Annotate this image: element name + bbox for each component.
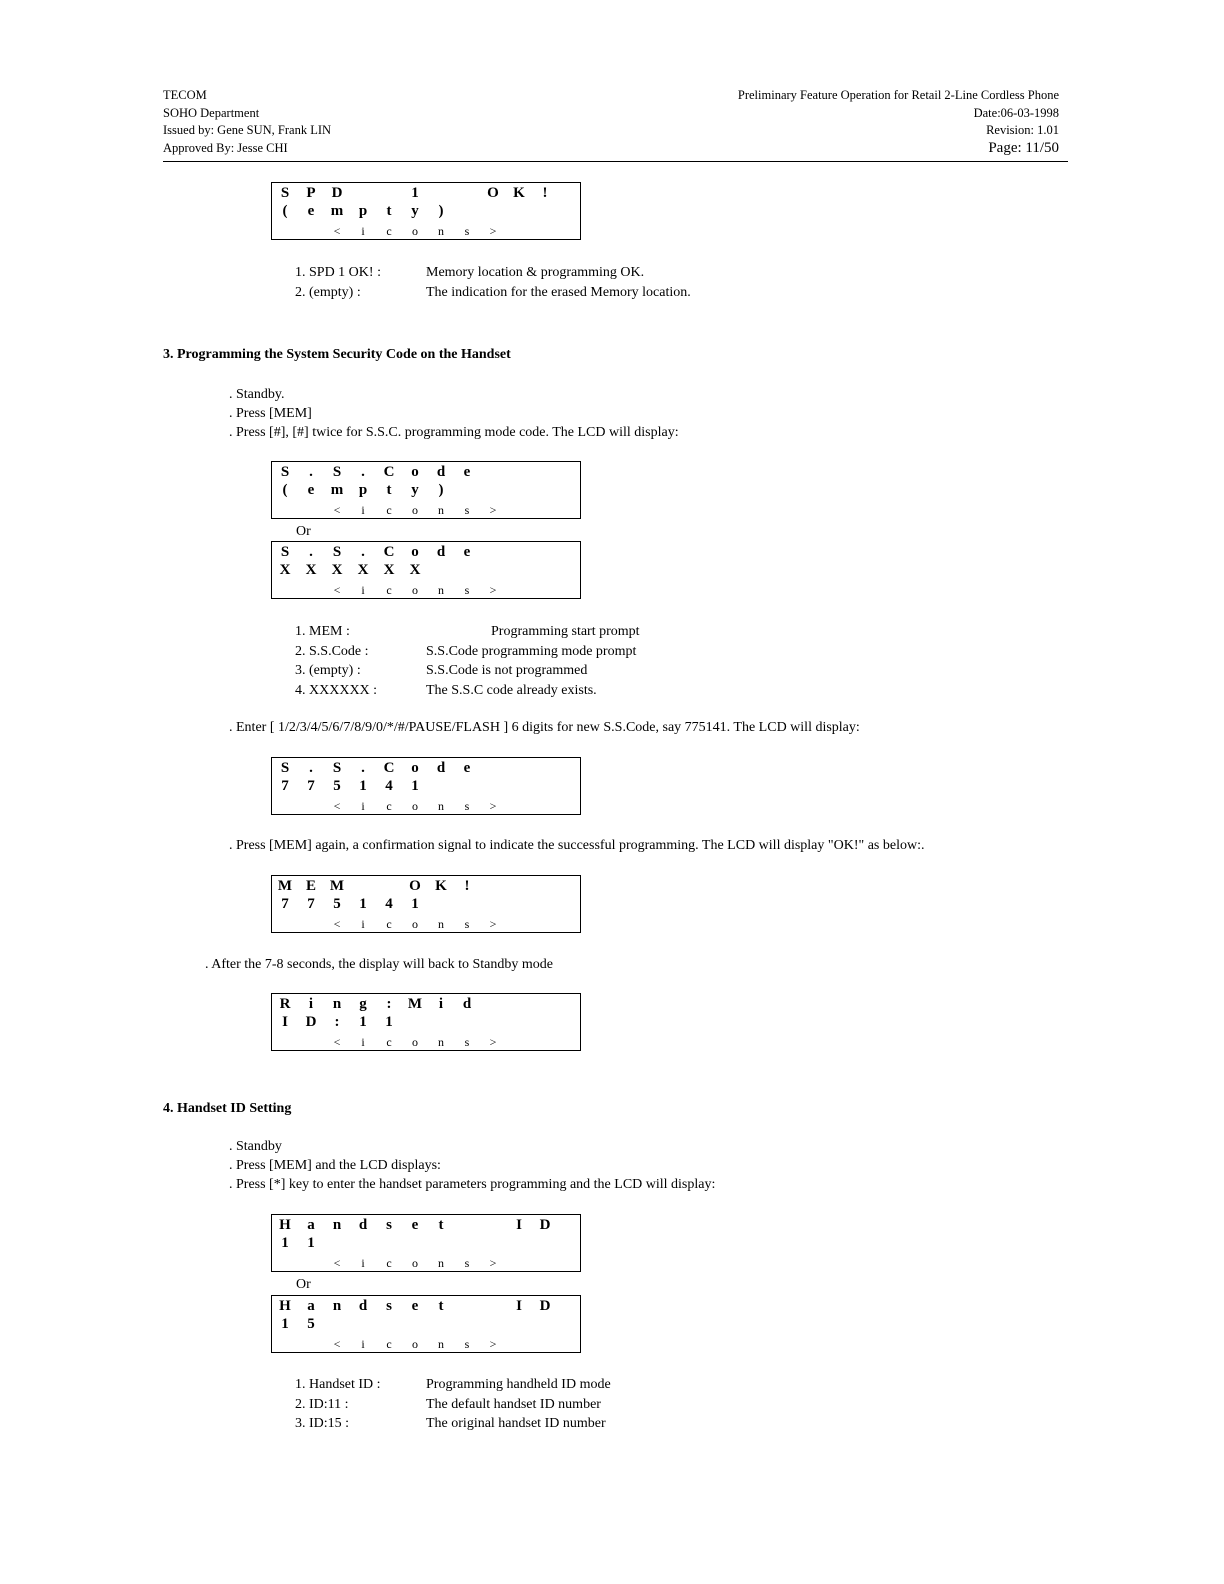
lcd-char: 5 (333, 778, 341, 794)
step-press-mem-2: . Press [MEM] and the LCD displays: (229, 1158, 441, 1173)
lcd-line-2 (272, 777, 428, 796)
lcd-char: c (386, 917, 392, 931)
lcd-line-1 (272, 877, 480, 896)
lcd-char: S (280, 760, 290, 776)
lcd-char: e (463, 760, 471, 776)
lcd-char: ! (542, 185, 548, 201)
document-title: Preliminary Feature Operation for Retail 2-Line Cordless Phone (737, 88, 1059, 102)
lcd-char: s (386, 1217, 392, 1233)
lcd-char: 7 (281, 896, 289, 912)
lcd-char: i (361, 1337, 365, 1351)
lcd-char: i (438, 996, 444, 1012)
lcd-char: 1 (359, 778, 367, 794)
lcd-char: i (361, 583, 365, 597)
lcd-char: s (464, 503, 470, 517)
lcd-char: s (464, 1337, 470, 1351)
lcd-char: a (307, 1298, 315, 1314)
lcd-char: 1 (385, 1014, 393, 1030)
lcd-char: e (463, 544, 471, 560)
lcd-char: s (464, 1256, 470, 1270)
lcd-char: < (333, 917, 341, 931)
lcd-char: < (333, 799, 341, 813)
lcd-line-2 (272, 1234, 324, 1253)
lcd-char: ( (282, 203, 288, 219)
lcd-char: d (358, 1217, 368, 1233)
lcd-char: t (438, 1298, 444, 1314)
page-number: Page: 11/50 (988, 139, 1059, 156)
lcd-char: i (361, 917, 365, 931)
lcd-char: d (436, 760, 446, 776)
lcd-char: t (386, 203, 392, 219)
lcd-char (454, 1216, 480, 1234)
lcd-char: O (409, 878, 421, 894)
lcd-char: X (409, 562, 421, 578)
lcd-char: n (438, 917, 444, 931)
header-divider (163, 161, 1068, 162)
lcd-display-mem-ok (271, 875, 581, 933)
lcd-char: c (386, 1035, 392, 1049)
lcd-line-2 (272, 1013, 402, 1032)
lcd-char: o (412, 1256, 418, 1270)
lcd-line-2 (272, 481, 454, 500)
lcd-char: m (330, 482, 344, 498)
lcd-char: o (412, 1337, 418, 1351)
lcd-char: o (412, 799, 418, 813)
lcd-char: p (358, 482, 368, 498)
lcd-char: 1 (359, 1014, 367, 1030)
lcd-char: ) (438, 203, 444, 219)
lcd-char: c (386, 583, 392, 597)
lcd-char: n (332, 1298, 342, 1314)
lcd-line-2 (272, 895, 428, 914)
lcd-char: o (412, 1035, 418, 1049)
lcd-char: 1 (281, 1316, 289, 1332)
lcd-char: g (359, 996, 367, 1012)
lcd-char: ) (438, 482, 444, 498)
document-date: Date:06-03-1998 (973, 105, 1059, 120)
lcd-char: o (411, 760, 419, 776)
step-press-mem: . Press [MEM] (229, 406, 312, 421)
lcd-char: M (329, 878, 345, 894)
lcd-char: y (411, 482, 419, 498)
lcd-char: d (436, 464, 446, 480)
lcd-char: i (361, 1256, 365, 1270)
lcd-char: H (279, 1217, 291, 1233)
lcd-line-3 (272, 1254, 506, 1273)
lcd-char: 5 (307, 1316, 315, 1332)
lcd-char: e (411, 1298, 419, 1314)
lcd-char: D (331, 185, 343, 201)
lcd-char: < (333, 503, 341, 517)
lcd-char: S (332, 544, 342, 560)
lcd-char: p (358, 203, 368, 219)
lcd-char: s (386, 1298, 392, 1314)
lcd-char: C (383, 544, 395, 560)
lcd-char: d (462, 996, 472, 1012)
lcd-char: i (361, 224, 365, 238)
lcd-char: 4 (385, 778, 393, 794)
section-4-heading: 4. Handset ID Setting (163, 1101, 292, 1116)
lcd-char: < (333, 224, 341, 238)
lcd-char: o (412, 503, 418, 517)
lcd-char: . (361, 760, 365, 776)
header-left (163, 87, 331, 157)
lcd-char: c (386, 799, 392, 813)
lcd-char (480, 1297, 506, 1315)
lcd-char: > (489, 1337, 497, 1351)
lcd-char: c (386, 503, 392, 517)
lcd-char: . (309, 464, 313, 480)
lcd-char: P (306, 185, 316, 201)
lcd-char: o (412, 583, 418, 597)
lcd-char: i (361, 799, 365, 813)
lcd-char: o (412, 917, 418, 931)
lcd-char: n (438, 583, 444, 597)
lcd-char: < (333, 1035, 341, 1049)
lcd-display-handset-id-11 (271, 1214, 581, 1272)
lcd-char: H (279, 1298, 291, 1314)
lcd-char: n (332, 996, 342, 1012)
lcd-char: . (361, 544, 365, 560)
lcd-char: 7 (307, 896, 315, 912)
lcd-char: n (438, 799, 444, 813)
lcd-char: > (489, 503, 497, 517)
lcd-char: > (489, 1035, 497, 1049)
lcd-char (454, 1297, 480, 1315)
section-3-heading: 3. Programming the System Security Code on the Handset (163, 347, 511, 362)
or-label: Or (296, 1277, 311, 1292)
lcd-char: ! (464, 878, 470, 894)
lcd-char: S (280, 544, 290, 560)
lcd-line-2 (272, 202, 454, 221)
lcd-char: : (386, 996, 392, 1012)
lcd-char (350, 877, 376, 895)
lcd-char: n (438, 1035, 444, 1049)
lcd-display-ssc-empty (271, 461, 581, 519)
lcd-char: n (332, 1217, 342, 1233)
lcd-char: S (332, 464, 342, 480)
lcd-char: K (435, 878, 447, 894)
lcd-char: 1 (411, 185, 419, 201)
lcd-char: o (412, 224, 418, 238)
lcd-char: t (438, 1217, 444, 1233)
step-after-seconds: . After the 7-8 seconds, the display will back to Standby mode (205, 957, 553, 972)
lcd-char: c (386, 1256, 392, 1270)
lcd-char: 7 (281, 778, 289, 794)
step-standby-2: . Standby (229, 1139, 282, 1154)
lcd-char: e (411, 1217, 419, 1233)
lcd-char: 5 (333, 896, 341, 912)
lcd-char: O (487, 185, 499, 201)
lcd-char: s (464, 224, 470, 238)
lcd-line-3 (272, 1335, 506, 1354)
lcd-char: . (309, 544, 313, 560)
lcd-char (480, 1216, 506, 1234)
lcd-char: S (332, 760, 342, 776)
lcd-char (350, 184, 376, 202)
lcd-char: n (438, 1337, 444, 1351)
lcd-char: I (516, 1298, 522, 1314)
lcd-char: < (333, 1256, 341, 1270)
lcd-display-spd-ok (271, 182, 581, 240)
lcd-display-ssc-existing (271, 541, 581, 599)
lcd-char: M (277, 878, 293, 894)
lcd-char: n (438, 503, 444, 517)
lcd-char: D (539, 1217, 551, 1233)
lcd-char: . (361, 464, 365, 480)
lcd-char: > (489, 799, 497, 813)
header-right (738, 87, 1059, 157)
lcd-char: s (464, 799, 470, 813)
lcd-char: 1 (307, 1235, 315, 1251)
lcd-line-1 (272, 184, 558, 203)
lcd-char: 7 (307, 778, 315, 794)
lcd-char: i (361, 1035, 365, 1049)
lcd-char: e (463, 464, 471, 480)
lcd-line-2 (272, 561, 428, 580)
lcd-char: < (333, 583, 341, 597)
lcd-display-standby (271, 993, 581, 1051)
lcd-char: K (513, 185, 525, 201)
lcd-line-3 (272, 222, 506, 241)
lcd-line-1 (272, 995, 480, 1014)
lcd-line-1 (272, 1216, 558, 1235)
lcd-char: D (539, 1298, 551, 1314)
lcd-char: X (305, 562, 317, 578)
lcd-char: e (307, 482, 315, 498)
lcd-char: R (279, 996, 291, 1012)
company-name: TECOM (163, 88, 207, 102)
lcd-char: d (358, 1298, 368, 1314)
lcd-char: > (489, 583, 497, 597)
lcd-char: C (383, 464, 395, 480)
lcd-line-2 (272, 1315, 324, 1334)
lcd-char: e (307, 203, 315, 219)
lcd-char: X (331, 562, 343, 578)
step-press-mem-again: . Press [MEM] again, a confirmation signal to indicate the successful programming. The LCD will display "OK!" as below:. (229, 838, 925, 853)
lcd-char: i (361, 503, 365, 517)
lcd-char (376, 184, 402, 202)
lcd-line-3 (272, 797, 506, 816)
lcd-char: n (438, 224, 444, 238)
lcd-char: X (383, 562, 395, 578)
issued-by: Issued by: Gene SUN, Frank LIN (163, 123, 332, 137)
lcd-char: D (305, 1014, 317, 1030)
lcd-char: E (305, 878, 316, 894)
lcd-char: s (464, 1035, 470, 1049)
lcd-char: s (464, 917, 470, 931)
lcd-line-3 (272, 915, 506, 934)
step-enter-digits: . Enter [ 1/2/3/4/5/6/7/8/9/0/*/#/PAUSE/FLASH ] 6 digits for new S.S.Code, say 775141. The LCD will display: (229, 720, 860, 735)
lcd-char: . (309, 760, 313, 776)
lcd-display-ssc-entered (271, 757, 581, 815)
lcd-char: n (438, 1256, 444, 1270)
lcd-char: t (386, 482, 392, 498)
lcd-char: a (307, 1217, 315, 1233)
lcd-line-1 (272, 543, 480, 562)
lcd-line-1 (272, 1297, 558, 1316)
lcd-char: d (436, 544, 446, 560)
lcd-char: y (411, 203, 419, 219)
lcd-char: S (280, 464, 290, 480)
document-revision: Revision: 1.01 (986, 123, 1059, 137)
lcd-char: M (407, 996, 423, 1012)
lcd-line-1 (272, 463, 480, 482)
or-label: Or (296, 524, 311, 539)
lcd-char: > (489, 224, 497, 238)
approved-by: Approved By: Jesse CHI (163, 140, 288, 155)
lcd-char: < (333, 1337, 341, 1351)
lcd-char: X (357, 562, 369, 578)
step-press-star: . Press [*] key to enter the handset parameters programming and the LCD will display: (229, 1177, 716, 1192)
lcd-char: X (279, 562, 291, 578)
lcd-char: C (383, 760, 395, 776)
lcd-char: o (411, 464, 419, 480)
lcd-line-1 (272, 759, 480, 778)
lcd-char: 1 (359, 896, 367, 912)
lcd-char: > (489, 917, 497, 931)
lcd-char: c (386, 224, 392, 238)
lcd-line-3 (272, 501, 506, 520)
lcd-char: I (282, 1014, 288, 1030)
lcd-char (454, 184, 480, 202)
lcd-display-handset-id-15 (271, 1295, 581, 1353)
lcd-char: s (464, 583, 470, 597)
lcd-char (376, 877, 402, 895)
lcd-char: ( (282, 482, 288, 498)
lcd-char: m (330, 203, 344, 219)
lcd-line-3 (272, 581, 506, 600)
department: SOHO Department (163, 105, 260, 120)
lcd-char: 1 (411, 896, 419, 912)
lcd-char: 1 (281, 1235, 289, 1251)
lcd-char: : (334, 1014, 340, 1030)
lcd-char: 1 (411, 778, 419, 794)
lcd-char: c (386, 1337, 392, 1351)
lcd-char: o (411, 544, 419, 560)
lcd-char: i (308, 996, 314, 1012)
lcd-char (428, 184, 454, 202)
lcd-char: > (489, 1256, 497, 1270)
lcd-line-3 (272, 1033, 506, 1052)
step-press-hash: . Press [#], [#] twice for S.S.C. programming mode code. The LCD will display: (229, 425, 679, 440)
lcd-char: I (516, 1217, 522, 1233)
lcd-char: 4 (385, 896, 393, 912)
step-standby: . Standby. (229, 387, 285, 402)
lcd-char: S (280, 185, 290, 201)
